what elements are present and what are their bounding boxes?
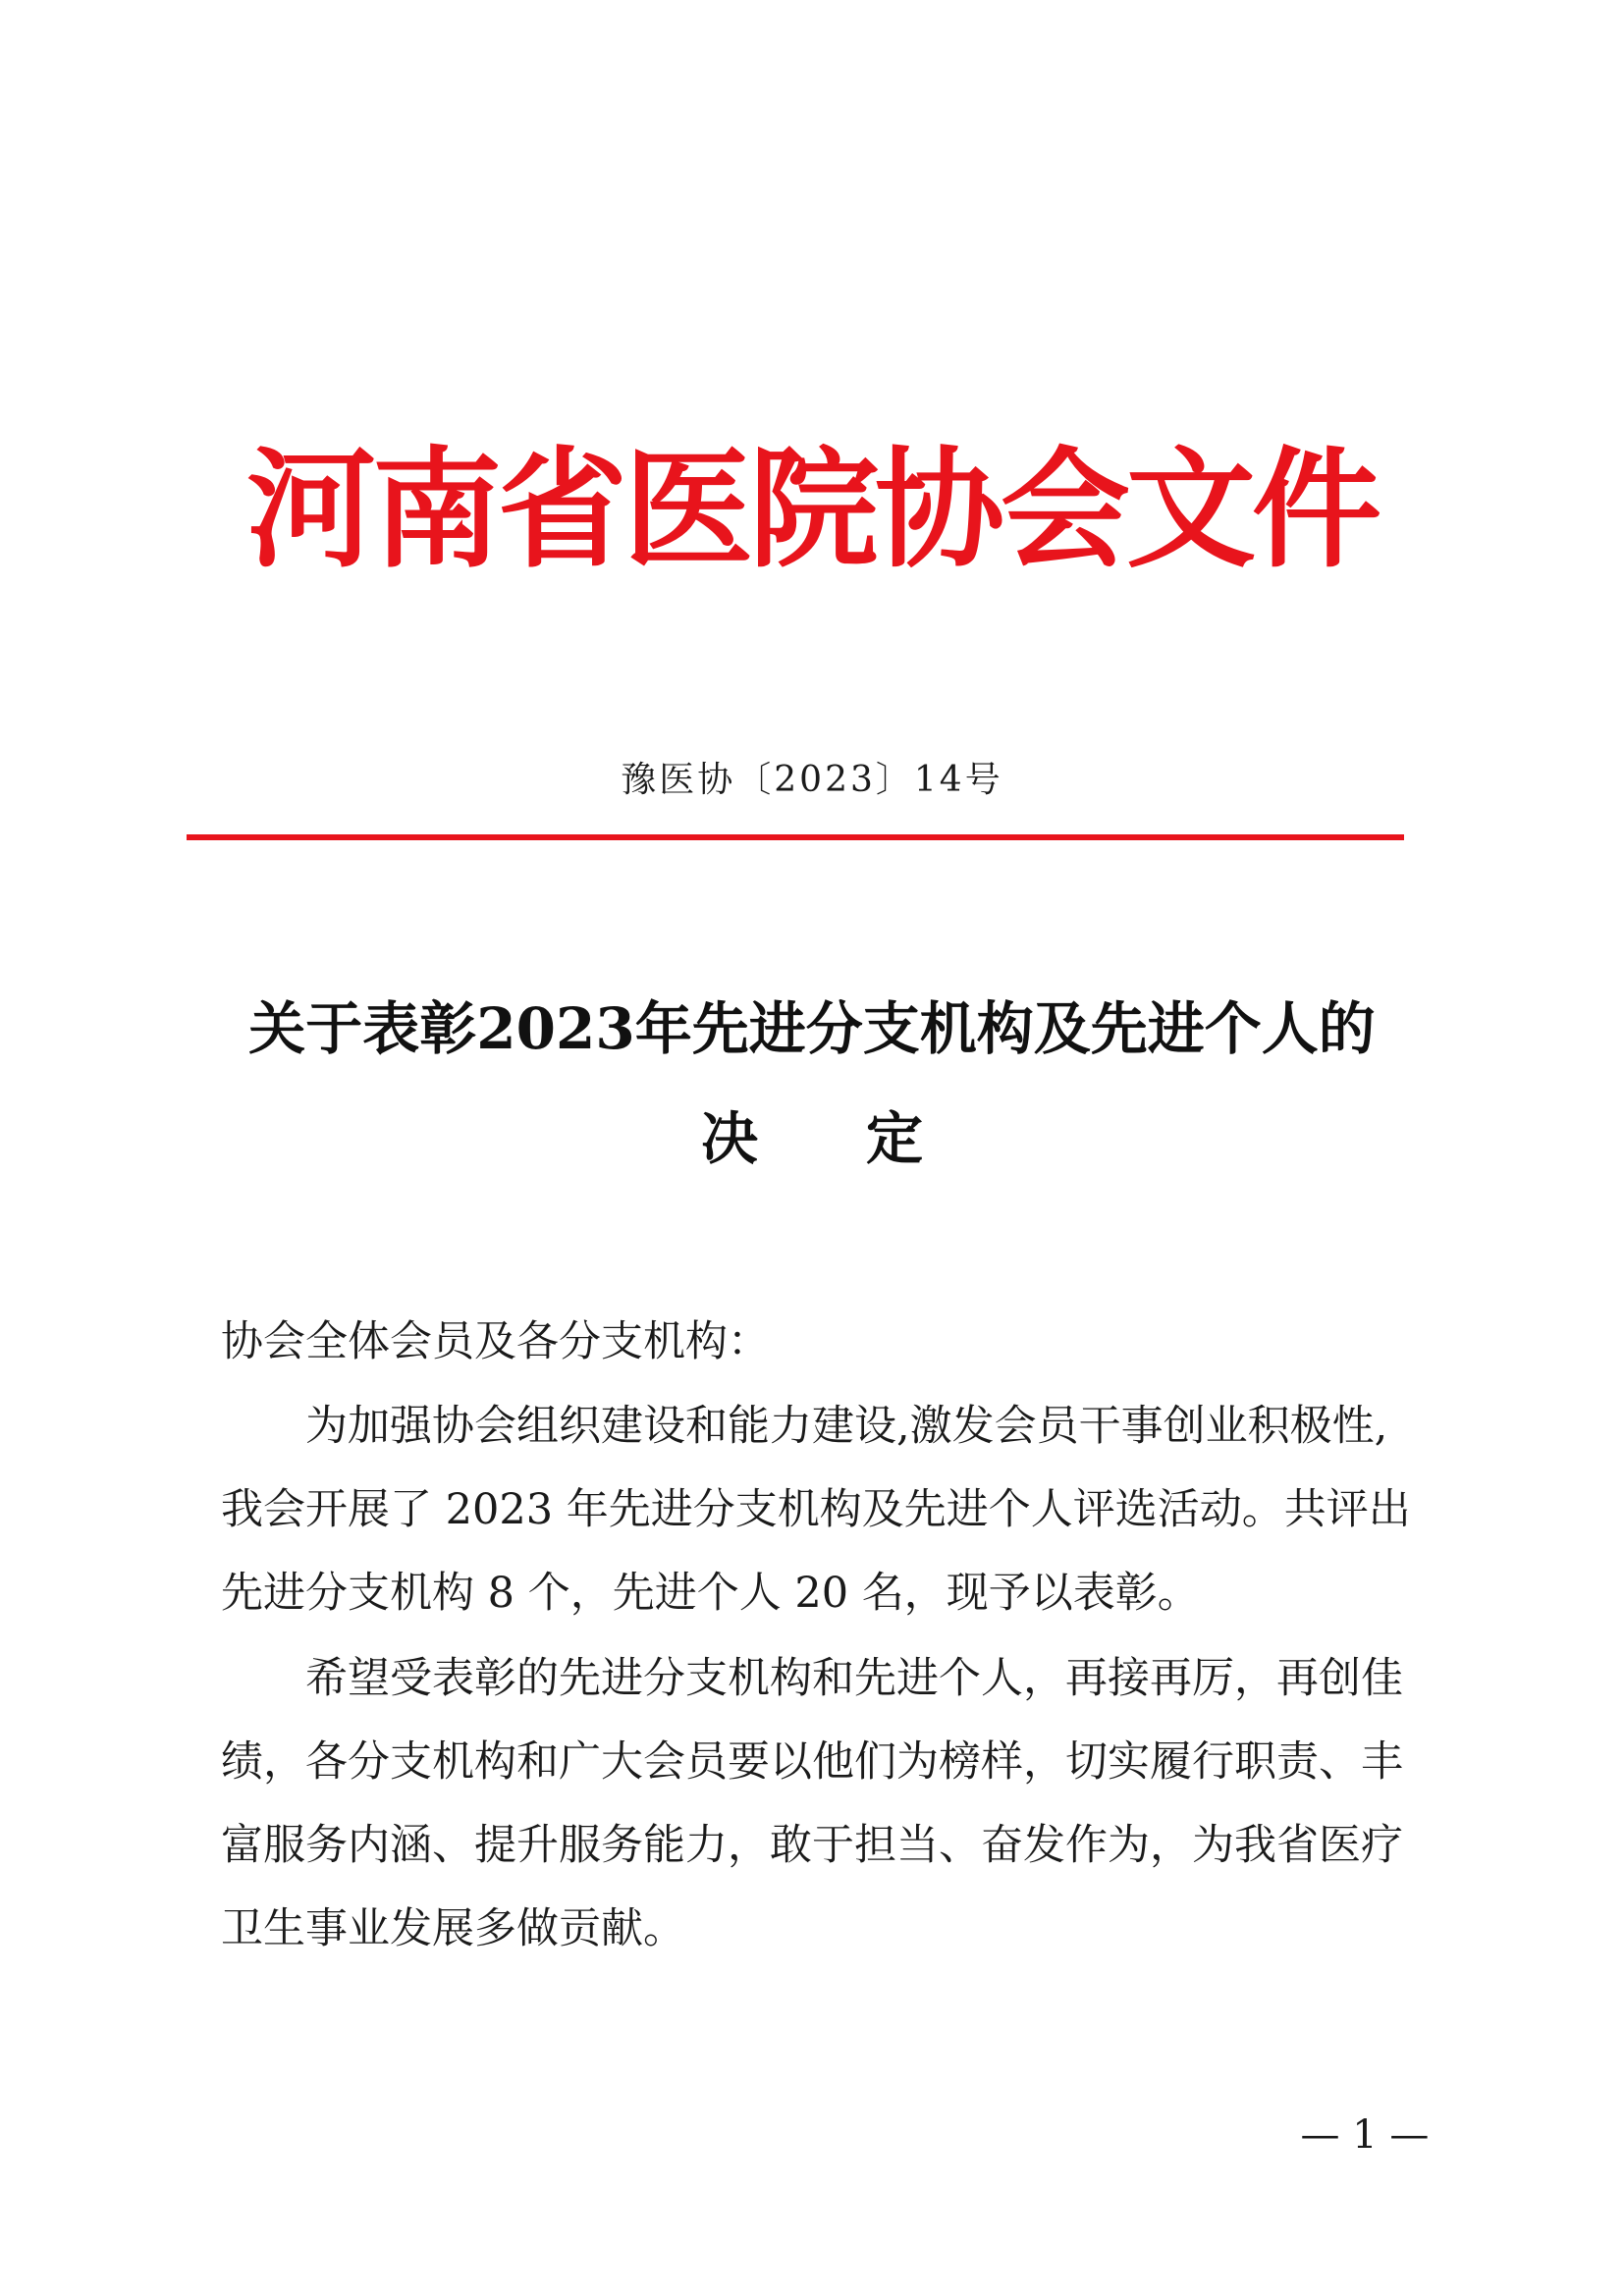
document-title-line-2 (147, 1099, 1477, 1178)
masthead-title: 河南省医院协会文件 (246, 435, 1378, 586)
paragraph-1-line-2: 我会开展了 2023 年先进分支机构及先进个人评选活动。共评出 (221, 1485, 1411, 1534)
salutation: 协会全体会员及各分支机构： (221, 1317, 770, 1366)
page-number: — 1 — (1300, 2112, 1430, 2158)
paragraph-1-line-3: 先进分支机构 8 个，先进个人 20 名，现予以表彰。 (221, 1569, 1200, 1618)
paragraph-2-line-3: 富服务内涵、提升服务能力，敢于担当、奋发作为，为我省医疗 (221, 1821, 1403, 1870)
red-divider-line (187, 834, 1404, 840)
paragraph-2-line-2: 绩，各分支机构和广大会员要以他们为榜样，切实履行职责、丰 (221, 1737, 1403, 1787)
paragraph-1-line-1: 为加强协会组织建设和能力建设,激发会员干事创业积极性, (305, 1402, 1388, 1451)
document-title-char-2: 定 (866, 1105, 924, 1172)
document-title-line-1: 关于表彰2023年先进分支机构及先进个人的 (248, 995, 1376, 1062)
paragraph-2-line-4: 卫生事业发展多做贡献。 (221, 1904, 685, 1953)
paragraph-2-line-1: 希望受表彰的先进分支机构和先进个人，再接再厉，再创佳 (305, 1654, 1403, 1703)
document-number: 豫医协〔2023〕14号 (621, 760, 1003, 800)
document-title-char-1: 决 (700, 1105, 758, 1172)
